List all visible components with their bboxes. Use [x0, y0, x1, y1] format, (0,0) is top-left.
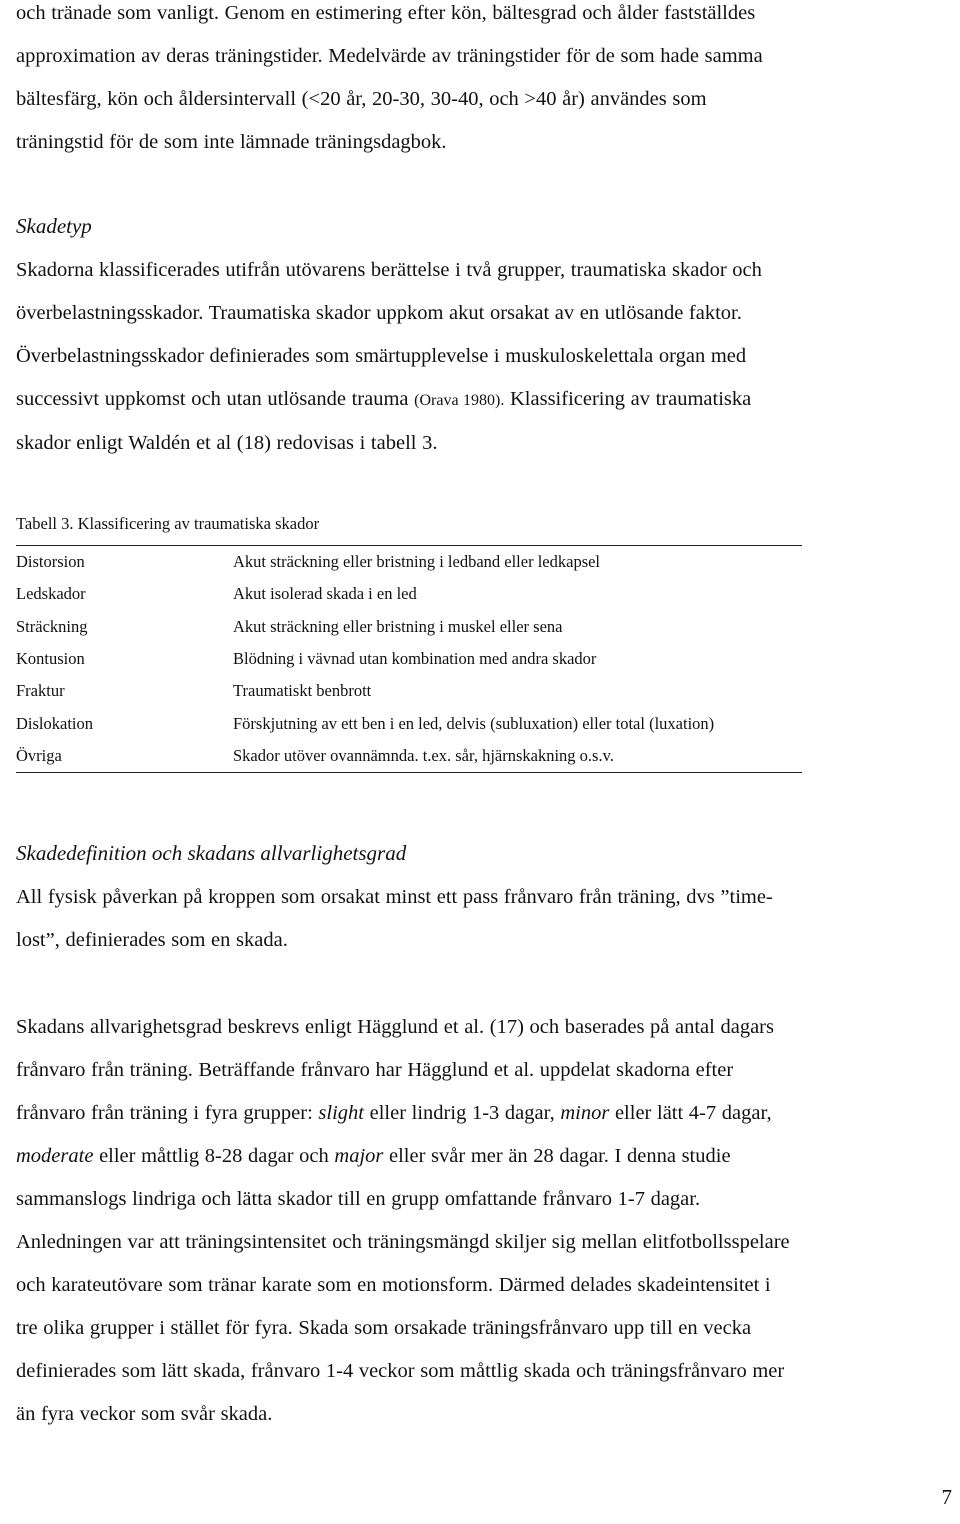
- paragraph-line: skador enligt Waldén et al (18) redovisas i tabell 3.: [16, 432, 438, 454]
- paragraph-line: överbelastningsskador. Traumatiska skador uppkom akut orsakat av en utlösande faktor.: [16, 302, 742, 324]
- table-definition: Förskjutning av ett ben i en led, delvis (subluxation) eller total (luxation): [233, 713, 715, 733]
- term-major: major: [334, 1145, 384, 1167]
- paragraph-line: frånvaro från träning. Beträffande frånvaro har Hägglund et al. uppdelat skadorna efter: [16, 1059, 734, 1081]
- term-slight: slight: [318, 1102, 364, 1124]
- table-definition: Traumatiskt benbrott: [233, 681, 372, 701]
- paragraph-line: [16, 1092, 954, 1135]
- table-definition: Akut isolerad skada i en led: [233, 584, 417, 604]
- paragraph-line: Skadorna klassificerades utifrån utövarens berättelse i två grupper, traumatiska skador och: [16, 259, 762, 281]
- table-definition: Akut sträckning eller bristning i muskel eller sena: [233, 616, 563, 636]
- term-minor: minor: [560, 1102, 610, 1124]
- injury-definition-paragraph: [16, 876, 954, 962]
- paragraph-line: Överbelastningsskador definierades som smärtupplevelse i muskuloskelettala organ med: [16, 345, 747, 367]
- paragraph-line: definierades som lätt skada, frånvaro 1-4 veckor som måttlig skada och träningsfrånvaro mer: [16, 1360, 785, 1382]
- table-term: Dislokation: [16, 713, 93, 733]
- paragraph-line: tre olika grupper i stället för fyra. Skada som orsakade träningsfrånvaro upp till en vecka: [16, 1317, 752, 1339]
- table-definition: Blödning i vävnad utan kombination med andra skador: [233, 649, 597, 669]
- paragraph-line: [16, 378, 954, 422]
- table-term: Kontusion: [16, 649, 85, 669]
- paragraph-line: sammanslogs lindriga och lätta skador till en grupp omfattande frånvaro 1-7 dagar.: [16, 1188, 701, 1210]
- line-text: eller svår mer än 28 dagar. I denna studie: [383, 1145, 731, 1167]
- section-heading-injury-definition: Skadedefinition och skadans allvarlighetsgrad: [16, 841, 407, 865]
- citation: (Orava 1980).: [414, 392, 505, 409]
- paragraph-line: Skadans allvarighetsgrad beskrevs enligt Hägglund et al. (17) och baserades på antal dagars: [16, 1016, 774, 1038]
- table-term: Övriga: [16, 745, 62, 765]
- term-moderate: moderate: [16, 1145, 94, 1167]
- paragraph-line: Anledningen var att träningsintensitet och träningsmängd skiljer sig mellan elitfotbollsspelare: [16, 1231, 790, 1253]
- paragraph-line: All fysisk påverkan på kroppen som orsakat minst ett pass frånvaro från träning, dvs ”time-: [16, 886, 773, 908]
- table-definition: Skador utöver ovannämnda. t.ex. sår, hjärnskakning o.s.v.: [233, 745, 614, 765]
- line-text: Klassificering av traumatiska: [504, 388, 752, 410]
- line-text: eller måttlig 8-28 dagar och: [93, 1145, 335, 1167]
- line-text: eller lindrig 1-3 dagar,: [363, 1102, 561, 1124]
- table-term: Ledskador: [16, 584, 86, 604]
- table-term: Sträckning: [16, 616, 88, 636]
- line-text: frånvaro från träning i fyra grupper:: [16, 1102, 319, 1124]
- intro-line: och tränade som vanligt. Genom en estimering efter kön, bältesgrad och ålder fastställdes: [16, 2, 756, 24]
- section-heading-injury-type: Skadetyp: [16, 214, 92, 238]
- table-row: [16, 546, 802, 578]
- table-caption: Tabell 3. Klassificering av traumatiska skador: [16, 514, 320, 533]
- injury-type-paragraph: [16, 249, 954, 465]
- table-term: Distorsion: [16, 552, 85, 572]
- table-row: [16, 578, 802, 610]
- intro-line: träningstid för de som inte lämnade träningsdagbok.: [16, 131, 447, 153]
- paragraph-line: [16, 1135, 954, 1178]
- table-term: Fraktur: [16, 681, 65, 701]
- table-row: [16, 740, 802, 772]
- paragraph-line: än fyra veckor som svår skada.: [16, 1403, 273, 1425]
- page-number: 7: [941, 1485, 952, 1509]
- line-text: eller lätt 4-7 dagar,: [609, 1102, 772, 1124]
- intro-line: approximation av deras träningstider. Medelvärde av träningstider för de som hade samma: [16, 45, 763, 67]
- severity-paragraph: [16, 1006, 954, 1436]
- line-text: successivt uppkomst och utan utlösande trauma: [16, 388, 415, 410]
- paragraph-line: och karateutövare som tränar karate som en motionsform. Därmed delades skadeintensitet i: [16, 1274, 771, 1296]
- intro-paragraph: [16, 0, 954, 164]
- table-row: [16, 675, 802, 707]
- intro-line: bältesfärg, kön och åldersintervall (<20 år, 20-30, 30-40, och >40 år) användes som: [16, 88, 707, 110]
- table-row: [16, 707, 802, 739]
- classification-table: [16, 545, 802, 773]
- table-definition: Akut sträckning eller bristning i ledband eller ledkapsel: [233, 552, 601, 572]
- paragraph-line: lost”, definierades som en skada.: [16, 929, 288, 951]
- table-row: [16, 611, 802, 643]
- table-row: [16, 643, 802, 675]
